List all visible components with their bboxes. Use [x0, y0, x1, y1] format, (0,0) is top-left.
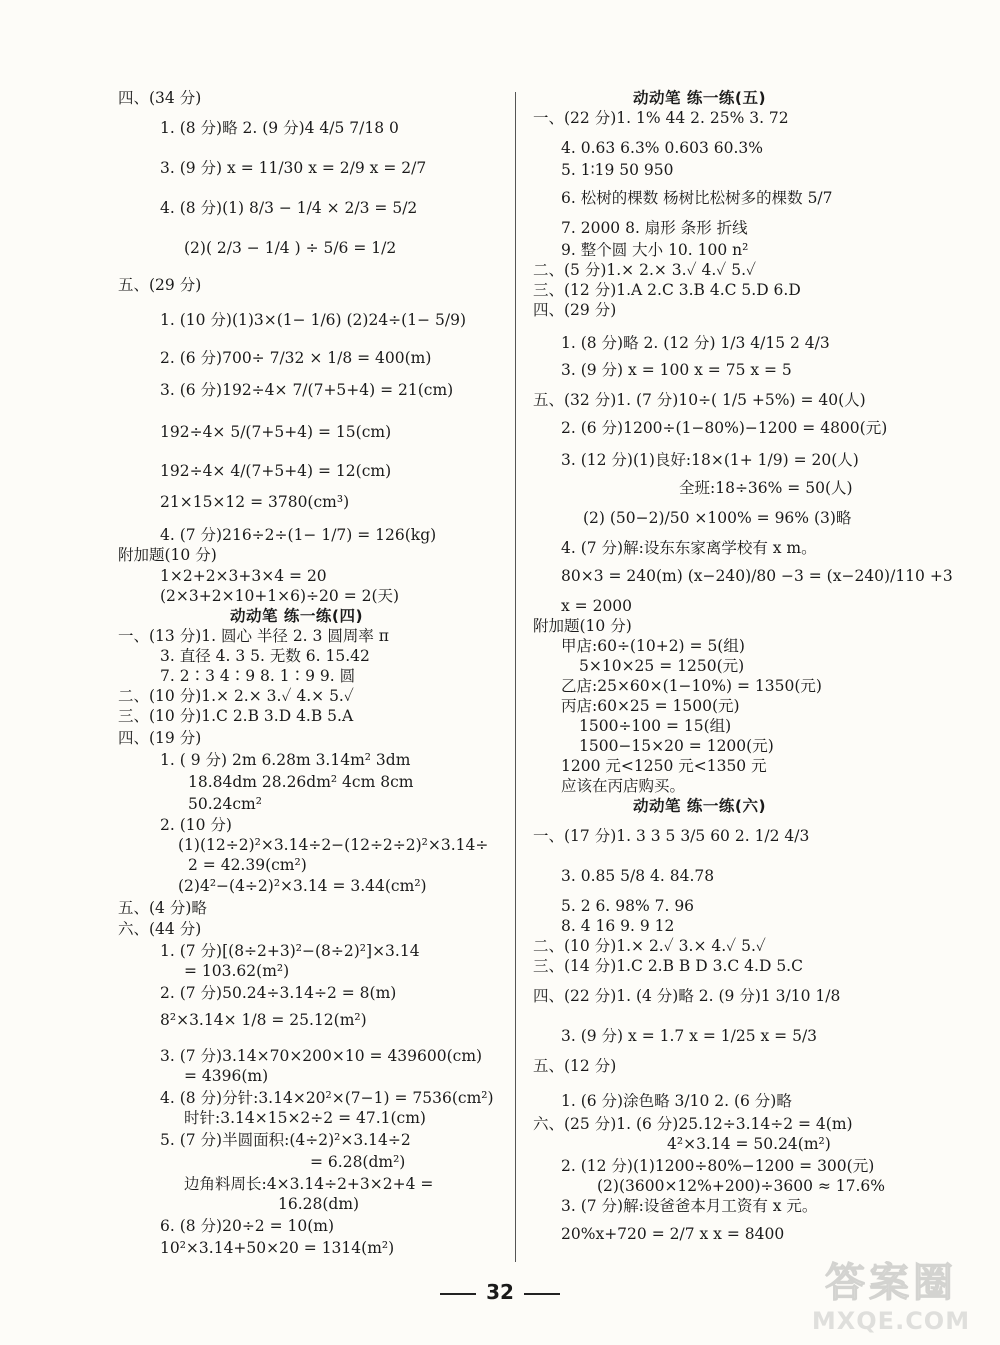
answer-line: 3. 直径 4. 3 5. 无数 6. 15.42	[160, 647, 370, 665]
answer-line: 20%x+720 = 2/7 x x = 8400	[561, 1225, 785, 1243]
answer-line: 四、(19 分)	[118, 729, 202, 747]
answer-line: = 4396(m)	[184, 1067, 269, 1085]
answer-line: 应该在丙店购买。	[561, 777, 686, 795]
answer-line: 四、(29 分)	[533, 301, 617, 319]
answer-line: (2×3+2×10+1×6)÷20 = 2(天)	[160, 587, 400, 605]
answer-line: 附加题(10 分)	[118, 546, 217, 564]
answer-line: 4. (8 分)分针:3.14×20²×(7−1) = 7536(cm²)	[160, 1089, 494, 1107]
answer-line: 1. (6 分)涂色略 3/10 2. (6 分)略	[561, 1092, 792, 1110]
answer-line: 9. 整个圆 大小 10. 100 n²	[561, 241, 749, 259]
answer-line: 3. (9 分) x = 11/30 x = 2/9 x = 2/7	[160, 159, 427, 177]
answer-line: 8. 4 16 9. 9 12	[561, 917, 675, 935]
answer-line: 1200 元<1250 元<1350 元	[561, 757, 767, 775]
column-divider	[515, 92, 516, 1262]
answer-line: 附加题(10 分)	[533, 617, 632, 635]
answer-line: 1. (7 分)[(8÷2+3)²−(8÷2)²]×3.14	[160, 942, 420, 960]
answer-line: 3. (6 分)192÷4× 7/(7+5+4) = 21(cm)	[160, 381, 454, 399]
watermark-url: MXQE.COM	[811, 1307, 971, 1335]
answer-line: (1)(12÷2)²×3.14÷2−(12÷2÷2)²×3.14÷	[178, 836, 489, 854]
answer-line: 192÷4× 5/(7+5+4) = 15(cm)	[160, 423, 392, 441]
answer-line: 丙店:60×25 = 1500(元)	[561, 697, 740, 715]
answer-line: (2) (50−2)/50 ×100% = 96% (3)略	[583, 509, 852, 527]
dash-left	[440, 1293, 476, 1295]
answer-line: 三、(10 分)1.C 2.B 3.D 4.B 5.A	[118, 707, 354, 725]
answer-line: 2. (10 分)	[160, 816, 232, 834]
answer-line: 192÷4× 4/(7+5+4) = 12(cm)	[160, 462, 392, 480]
answer-line: 六、(44 分)	[118, 920, 202, 938]
dash-right	[524, 1293, 560, 1295]
answer-line: 3. (7 分)3.14×70×200×10 = 439600(cm)	[160, 1047, 483, 1065]
answer-line: 四、(22 分)1. (4 分)略 2. (9 分)1 3/10 1/8	[533, 987, 841, 1005]
answer-line: 五、(32 分)1. (7 分)10÷( 1/5 +5%) = 40(人)	[533, 391, 866, 409]
answer-line: 边角料周长:4×3.14÷2+3×2+4 =	[184, 1175, 434, 1193]
answer-line: 1×2+2×3+3×4 = 20	[160, 567, 327, 585]
answer-line: 5. 2 6. 98% 7. 96	[561, 897, 695, 915]
answer-line: 2. (6 分)700÷ 7/32 × 1/8 = 400(m)	[160, 349, 432, 367]
answer-line: 六、(25 分)1. (6 分)25.12÷3.14÷2 = 4(m)	[533, 1115, 853, 1133]
answer-line: 乙店:25×60×(1−10%) = 1350(元)	[561, 677, 822, 695]
answer-line: 8²×3.14× 1/8 = 25.12(m²)	[160, 1011, 367, 1029]
answer-line: 甲店:60÷(10+2) = 5(组)	[561, 637, 745, 655]
answer-line: x = 2000	[561, 597, 633, 615]
answer-line: 80×3 = 240(m) (x−240)/80 −3 = (x−240)/110 +3	[561, 567, 953, 585]
answer-line: 4. 0.63 6.3% 0.603 60.3%	[561, 139, 763, 157]
answer-line: 2. (12 分)(1)1200÷80%−1200 = 300(元)	[561, 1157, 875, 1175]
answer-line: 一、(22 分)1. 1% 44 2. 25% 3. 72	[533, 109, 789, 127]
answer-line: 21×15×12 = 3780(cm³)	[160, 493, 350, 511]
answer-line: 2. (6 分)1200÷(1−80%)−1200 = 4800(元)	[561, 419, 888, 437]
answer-line: 3. (12 分)(1)良好:18×(1+ 1/9) = 20(人)	[561, 451, 859, 469]
answer-line: = 6.28(dm²)	[310, 1153, 406, 1171]
answer-line: 3. 0.85 5/8 4. 84.78	[561, 867, 715, 885]
answer-line: 1. (10 分)(1)3×(1− 1/6) (2)24÷(1− 5/9)	[160, 311, 466, 329]
section-title: 动动笔 练一练(四)	[230, 607, 364, 625]
answer-line: 7. 2000 8. 扇形 条形 折线	[561, 219, 748, 237]
answer-line: 1. (8 分)略 2. (9 分)4 4/5 7/18 0	[160, 119, 399, 137]
answer-line: 50.24cm²	[188, 795, 262, 813]
section-title: 动动笔 练一练(五)	[633, 89, 767, 107]
answer-line: 5. (7 分)半圆面积:(4÷2)²×3.14÷2	[160, 1131, 411, 1149]
answer-line: 7. 2∶3 4∶9 8. 1∶9 9. 圆	[160, 667, 356, 685]
answer-line: 6. 松树的棵数 杨树比松树多的棵数 5/7	[561, 189, 833, 207]
answer-line: 10²×3.14+50×20 = 1314(m²)	[160, 1239, 395, 1257]
answer-line: 二、(10 分)1.× 2.✓ 3.× 4.✓ 5.✓	[533, 937, 766, 955]
answer-line: 4. (7 分)解:设东东家离学校有 x m。	[561, 539, 817, 557]
answer-line: 3. (9 分) x = 1.7 x = 1/25 x = 5/3	[561, 1027, 818, 1045]
answer-line: 五、(4 分)略	[118, 899, 207, 917]
section-title: 动动笔 练一练(六)	[633, 797, 767, 815]
answer-line: (2)(3600×12%+200)÷3600 ≈ 17.6%	[597, 1177, 886, 1195]
answer-line: 3. (9 分) x = 100 x = 75 x = 5	[561, 361, 792, 379]
answer-line: 18.84dm 28.26dm² 4cm 8cm	[188, 773, 414, 791]
answer-line: 二、(5 分)1.× 2.× 3.✓ 4.✓ 5.✓	[533, 261, 757, 279]
answer-line: 4²×3.14 = 50.24(m²)	[667, 1135, 831, 1153]
answer-line: 时针:3.14×15×2÷2 = 47.1(cm)	[184, 1109, 426, 1127]
watermark	[796, 1251, 986, 1339]
answer-line: 1. ( 9 分) 2m 6.28m 3.14m² 3dm	[160, 751, 411, 769]
answer-line: (2)4²−(4÷2)²×3.14 = 3.44(cm²)	[178, 877, 427, 895]
answer-line: 二、(10 分)1.× 2.× 3.✓ 4.× 5.✓	[118, 687, 354, 705]
answer-line: 4. (7 分)216÷2÷(1− 1/7) = 126(kg)	[160, 526, 437, 544]
answer-line: 4. (8 分)(1) 8/3 − 1/4 × 2/3 = 5/2	[160, 199, 418, 217]
answer-line: 全班:18÷36% = 50(人)	[679, 479, 853, 497]
answer-line: 2 = 42.39(cm²)	[188, 856, 307, 874]
answer-line: 5. 1∶19 50 950	[561, 161, 674, 179]
answer-line: 6. (8 分)20÷2 = 10(m)	[160, 1217, 335, 1235]
answer-line: 三、(12 分)1.A 2.C 3.B 4.C 5.D 6.D	[533, 281, 801, 299]
answer-line: 五、(29 分)	[118, 276, 202, 294]
answer-line: 五、(12 分)	[533, 1057, 617, 1075]
page-number-text: 32	[486, 1280, 514, 1304]
answer-line: 3. (7 分)解:设爸爸本月工资有 x 元。	[561, 1197, 818, 1215]
answer-line: 1500−15×20 = 1200(元)	[579, 737, 774, 755]
answer-line: 一、(13 分)1. 圆心 半径 2. 3 圆周率 π	[118, 627, 389, 645]
answer-line: 16.28(dm)	[278, 1195, 360, 1213]
answer-line: 四、(34 分)	[118, 89, 202, 107]
answer-line: = 103.62(m²)	[184, 962, 290, 980]
answer-line: 2. (7 分)50.24÷3.14÷2 = 8(m)	[160, 984, 397, 1002]
answer-line: 5×10×25 = 1250(元)	[579, 657, 745, 675]
watermark-logo-text: 答案圈	[825, 1260, 957, 1306]
answer-line: 1500÷100 = 15(组)	[579, 717, 732, 735]
answer-line: 1. (8 分)略 2. (12 分) 1/3 4/15 2 4/3	[561, 334, 830, 352]
answer-line: 一、(17 分)1. 3 3 5 3/5 60 2. 1/2 4/3	[533, 827, 810, 845]
answer-line: (2)( 2/3 − 1/4 ) ÷ 5/6 = 1/2	[184, 239, 397, 257]
answer-line: 三、(14 分)1.C 2.B B D 3.C 4.D 5.C	[533, 957, 803, 975]
